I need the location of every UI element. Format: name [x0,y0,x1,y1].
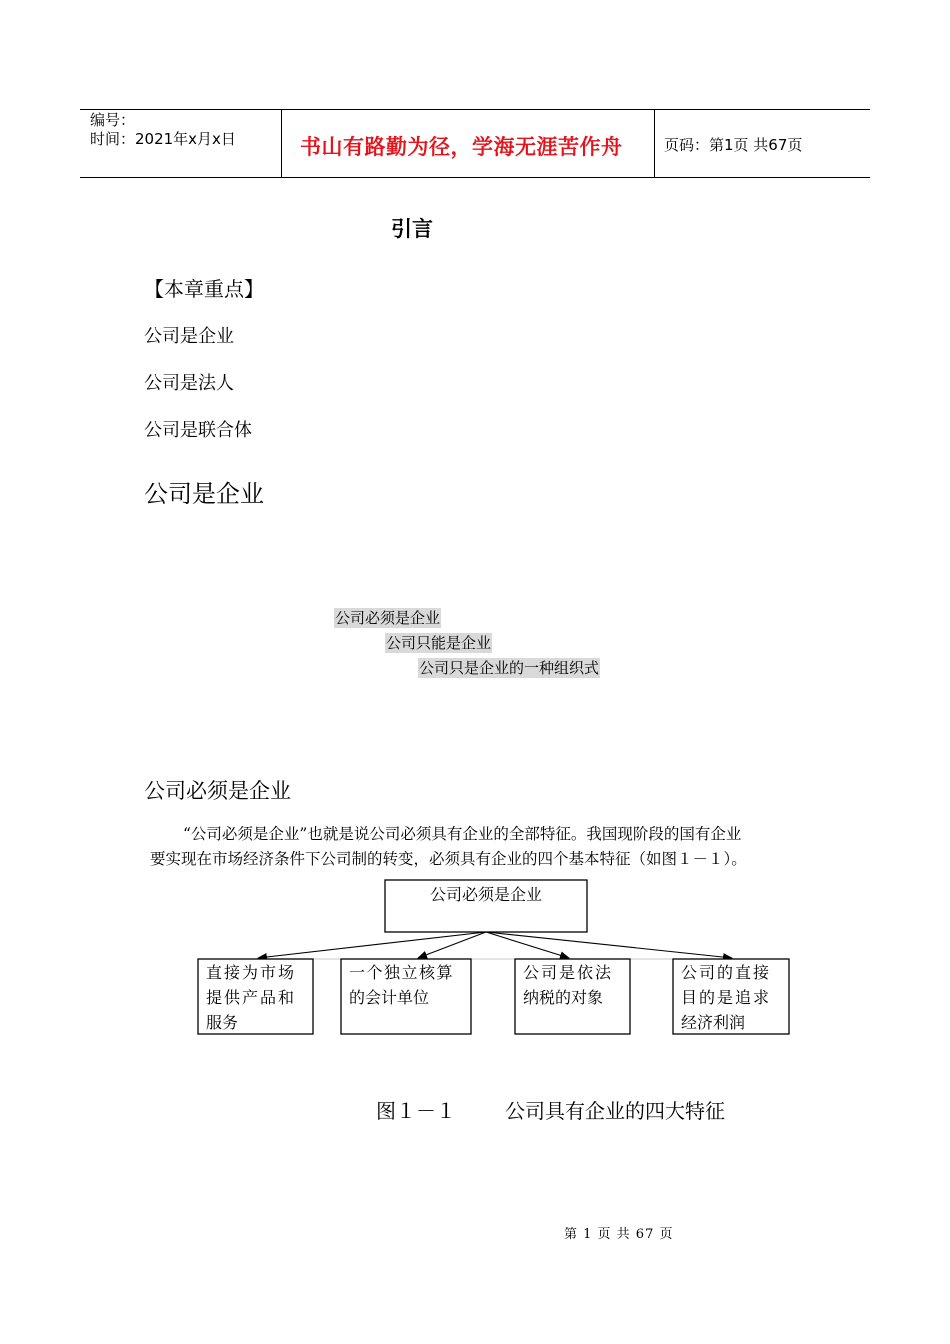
header-number-label: 编号： [90,111,136,129]
header-time-label: 时间：2021年x月x日 [90,130,236,148]
feature-box-3-line-1: 公司是依法 [523,963,614,982]
feature-box-4-line-3: 经济利润 [681,1013,746,1032]
feature-box-3-line-2: 纳税的对象 [523,988,604,1007]
key-point-item: 公司是联合体 [144,420,252,441]
outline-item: 公司必须是企业 [335,609,441,627]
page-footer: 第 1 页 共 67 页 [564,1227,674,1242]
page-title: 引言 [391,217,433,241]
feature-box-4-line-1: 公司的直接 [681,963,772,982]
figure-caption-number: 图１－１ [376,1099,456,1123]
paragraph-line: 要实现在市场经济条件下公司制的转变，必须具有企业的四个基本特征（如图１－１）。 [150,850,747,868]
outline-item: 公司只能是企业 [386,634,492,652]
outline-item: 公司只是企业的一种组织式 [419,659,600,677]
feature-box-1-line-1: 直接为市场 [206,963,297,982]
feature-box-1-line-2: 提供产品和 [206,988,297,1007]
section-heading: 公司是企业 [144,480,264,508]
arrow-4 [486,932,732,958]
feature-box-2-line-1: 一个独立核算 [349,963,455,982]
header-motto: 书山有路勤为径，学海无涯苦作舟 [300,135,623,159]
feature-box-1-line-3: 服务 [206,1013,239,1032]
figure-top-box-label: 公司必须是企业 [429,885,543,904]
key-points-heading: 【本章重点】 [144,277,264,301]
figure-caption-text: 公司具有企业的四大特征 [505,1099,725,1123]
feature-box-2-line-2: 的会计单位 [349,988,430,1007]
paragraph-line: “公司必须是企业”也就是说公司必须具有企业的全部特征。我国现阶段的国有企业 [183,825,742,843]
key-point-item: 公司是法人 [144,373,234,394]
header-page-info: 页码：第1页 共67页 [664,136,803,154]
feature-box-4-line-2: 目的是追求 [681,988,772,1007]
subsection-heading: 公司必须是企业 [144,779,291,803]
key-point-item: 公司是企业 [144,326,234,347]
